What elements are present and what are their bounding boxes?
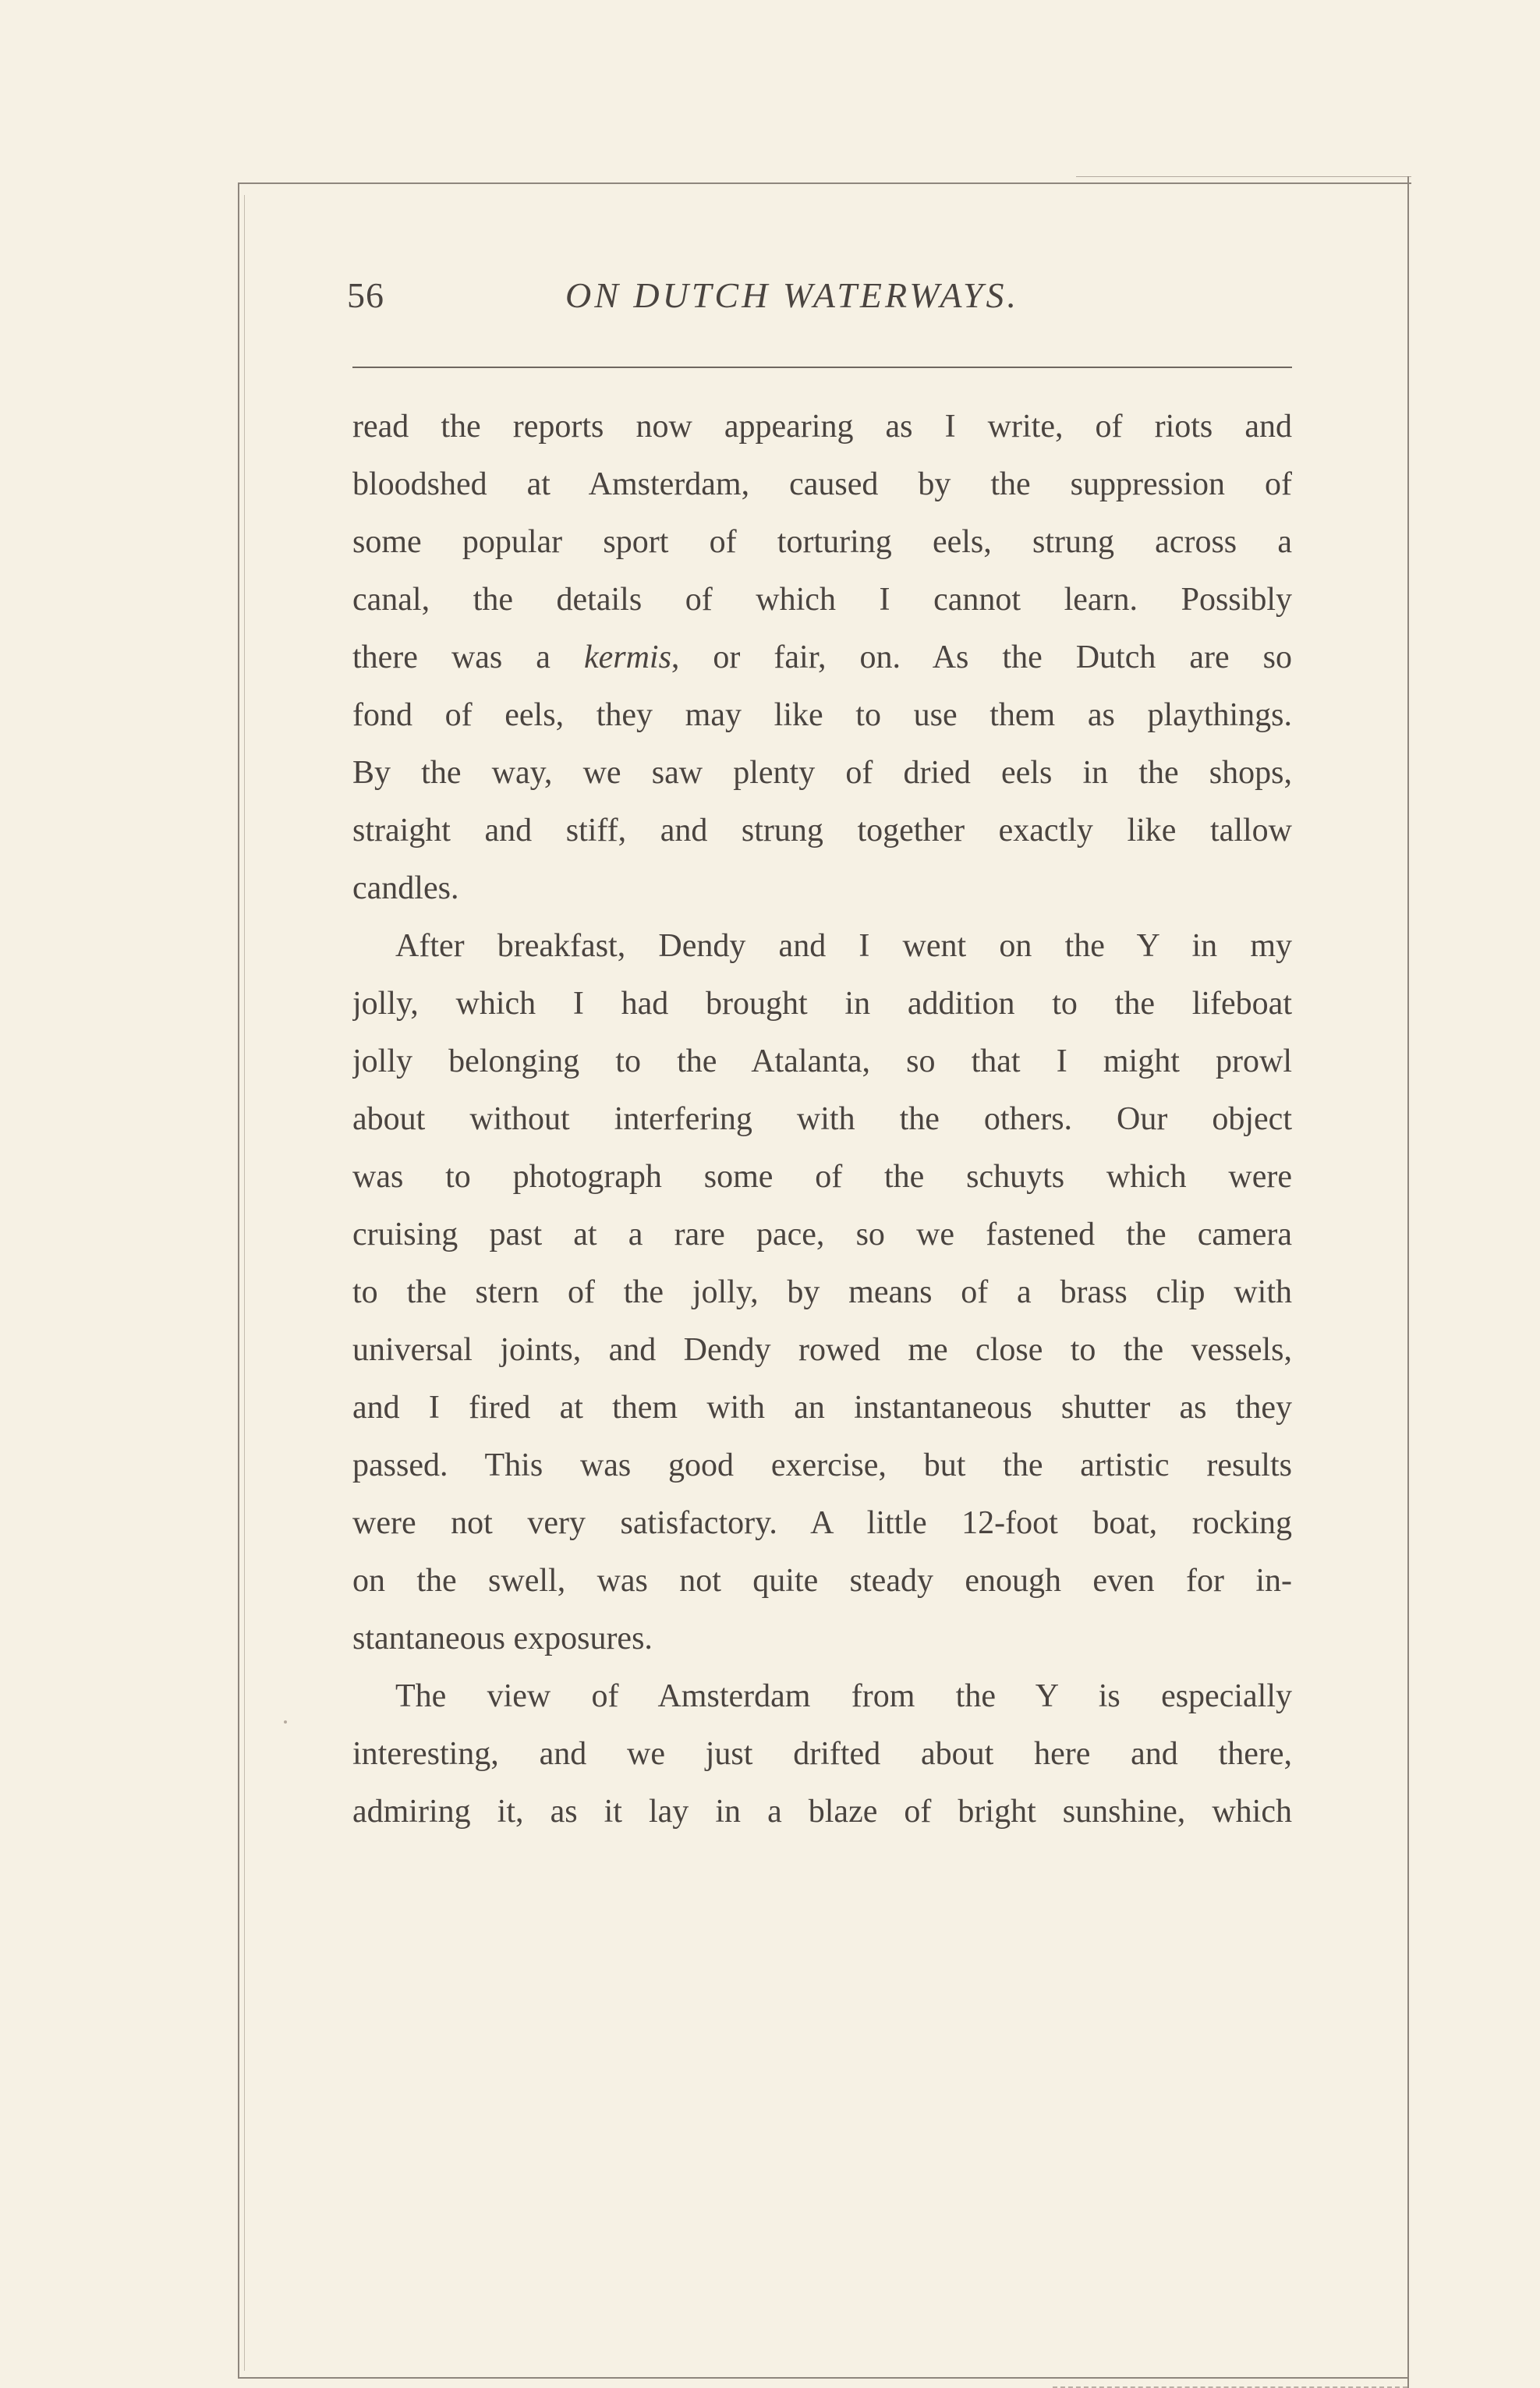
text-line-paragraph-start: The view of Amsterdam from the Y is especially xyxy=(395,1678,1292,1714)
text-line-paragraph-end: candles. xyxy=(352,870,459,906)
frame-top-rule xyxy=(238,182,1411,184)
body-text xyxy=(352,398,1292,1841)
text-line: some popular sport of torturing eels, strung across a xyxy=(352,524,1292,560)
text-line-paragraph-start: After breakfast, Dendy and I went on the Y in my xyxy=(395,928,1292,964)
running-head-title: ON DUTCH WATERWAYS. xyxy=(565,275,1020,315)
frame-right-rule xyxy=(1407,176,1409,2388)
italic-word-kermis: kermis xyxy=(583,640,671,675)
text-line: fond of eels, they may like to use them as playthings. xyxy=(352,697,1292,733)
frame-top-thin-rule xyxy=(1076,176,1411,177)
margin-speck xyxy=(284,1720,287,1724)
running-head xyxy=(347,275,1290,329)
frame-left-inner-rule xyxy=(244,195,245,2371)
text-line: interesting, and we just drifted about here and there, xyxy=(352,1736,1292,1772)
text-line: jolly, which I had brought in addition to the lifeboat xyxy=(352,986,1292,1022)
text-line: By the way, we saw plenty of dried eels in the shops, xyxy=(352,755,1292,791)
text-line: straight and stiff, and strung together exactly like tallow xyxy=(352,813,1292,849)
text-line: jolly belonging to the Atalanta, so that I might prowl xyxy=(352,1043,1292,1079)
text-line: was to photograph some of the schuyts which were xyxy=(352,1159,1292,1195)
text-fragment: there was a xyxy=(352,640,584,675)
header-rule xyxy=(352,367,1292,368)
text-line: canal, the details of which I cannot learn. Possibly xyxy=(352,582,1292,618)
text-line-paragraph-end: stantaneous exposures. xyxy=(352,1621,653,1656)
text-line: read the reports now appearing as I write, of riots and xyxy=(352,409,1292,445)
text-line: admiring it, as it lay in a blaze of bright sunshine, which xyxy=(352,1794,1292,1830)
text-line: to the stern of the jolly, by means of a brass clip with xyxy=(352,1274,1292,1310)
text-line: universal joints, and Dendy rowed me close to the vessels, xyxy=(352,1332,1292,1368)
text-line: were not very satisfactory. A little 12-foot boat, rocking xyxy=(352,1505,1292,1541)
page-number: 56 xyxy=(347,275,384,315)
text-line-with-italic xyxy=(352,629,1292,686)
frame-bottom-rule xyxy=(238,2377,1409,2379)
text-line: cruising past at a rare pace, so we fastened the camera xyxy=(352,1217,1292,1252)
text-fragment: , or fair, on. As the Dutch are so xyxy=(671,640,1292,675)
text-line: and I fired at them with an instantaneous shutter as they xyxy=(352,1390,1292,1426)
text-line: on the swell, was not quite steady enough even for in- xyxy=(352,1563,1292,1599)
text-line: passed. This was good exercise, but the artistic results xyxy=(352,1447,1292,1483)
frame-left-rule xyxy=(238,182,239,2377)
text-line: bloodshed at Amsterdam, caused by the suppression of xyxy=(352,466,1292,502)
text-line: about without interfering with the others. Our object xyxy=(352,1101,1292,1137)
